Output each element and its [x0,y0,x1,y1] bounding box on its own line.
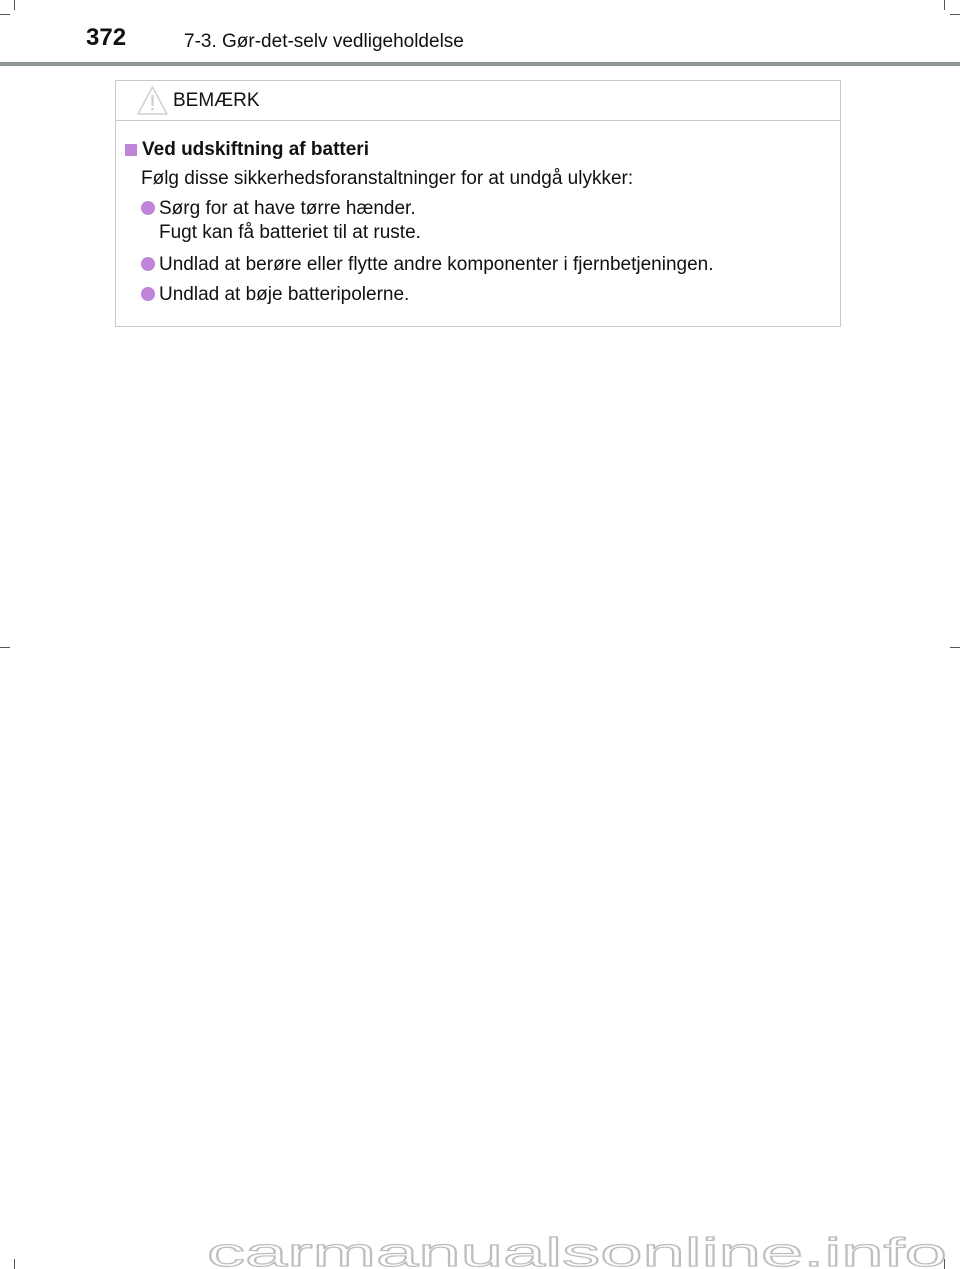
crop-mark [0,14,10,15]
section-title: 7-3. Gør-det-selv vedligeholdelse [184,31,464,52]
list-item-line: Undlad at bøje batteripolerne. [159,284,410,305]
notice-header [116,81,840,121]
crop-mark [944,1259,945,1269]
notice-heading-text: Ved udskiftning af batteri [142,139,369,160]
round-bullet-icon [141,201,155,215]
crop-mark [950,647,960,648]
list-item [141,197,421,245]
list-item-line: Undlad at berøre eller flytte andre komponenter i fjernbetjeningen. [159,254,714,275]
notice-label: BEMÆRK [173,90,260,111]
crop-mark [944,0,945,10]
crop-mark [14,1259,15,1269]
watermark-text: carmanualsonline.info [207,1231,947,1269]
crop-mark [950,14,960,15]
list-item-text [159,253,714,277]
list-item-line: Fugt kan få batteriet til at ruste. [159,222,421,243]
notice-heading [125,139,369,161]
crop-mark [14,0,15,10]
square-bullet-icon [125,144,137,156]
notice-box [115,80,841,327]
header-divider [0,62,960,66]
list-item [141,253,714,277]
warning-triangle-icon [136,85,169,116]
list-item-line: Sørg for at have tørre hænder. [159,198,416,219]
list-item-text [159,197,421,245]
notice-intro: Følg disse sikkerhedsforanstaltninger for at undgå ulykker: [141,168,634,189]
list-item-text [159,283,409,307]
list-item [141,283,409,307]
crop-mark [0,647,10,648]
round-bullet-icon [141,287,155,301]
round-bullet-icon [141,257,155,271]
page-number: 372 [86,24,127,51]
